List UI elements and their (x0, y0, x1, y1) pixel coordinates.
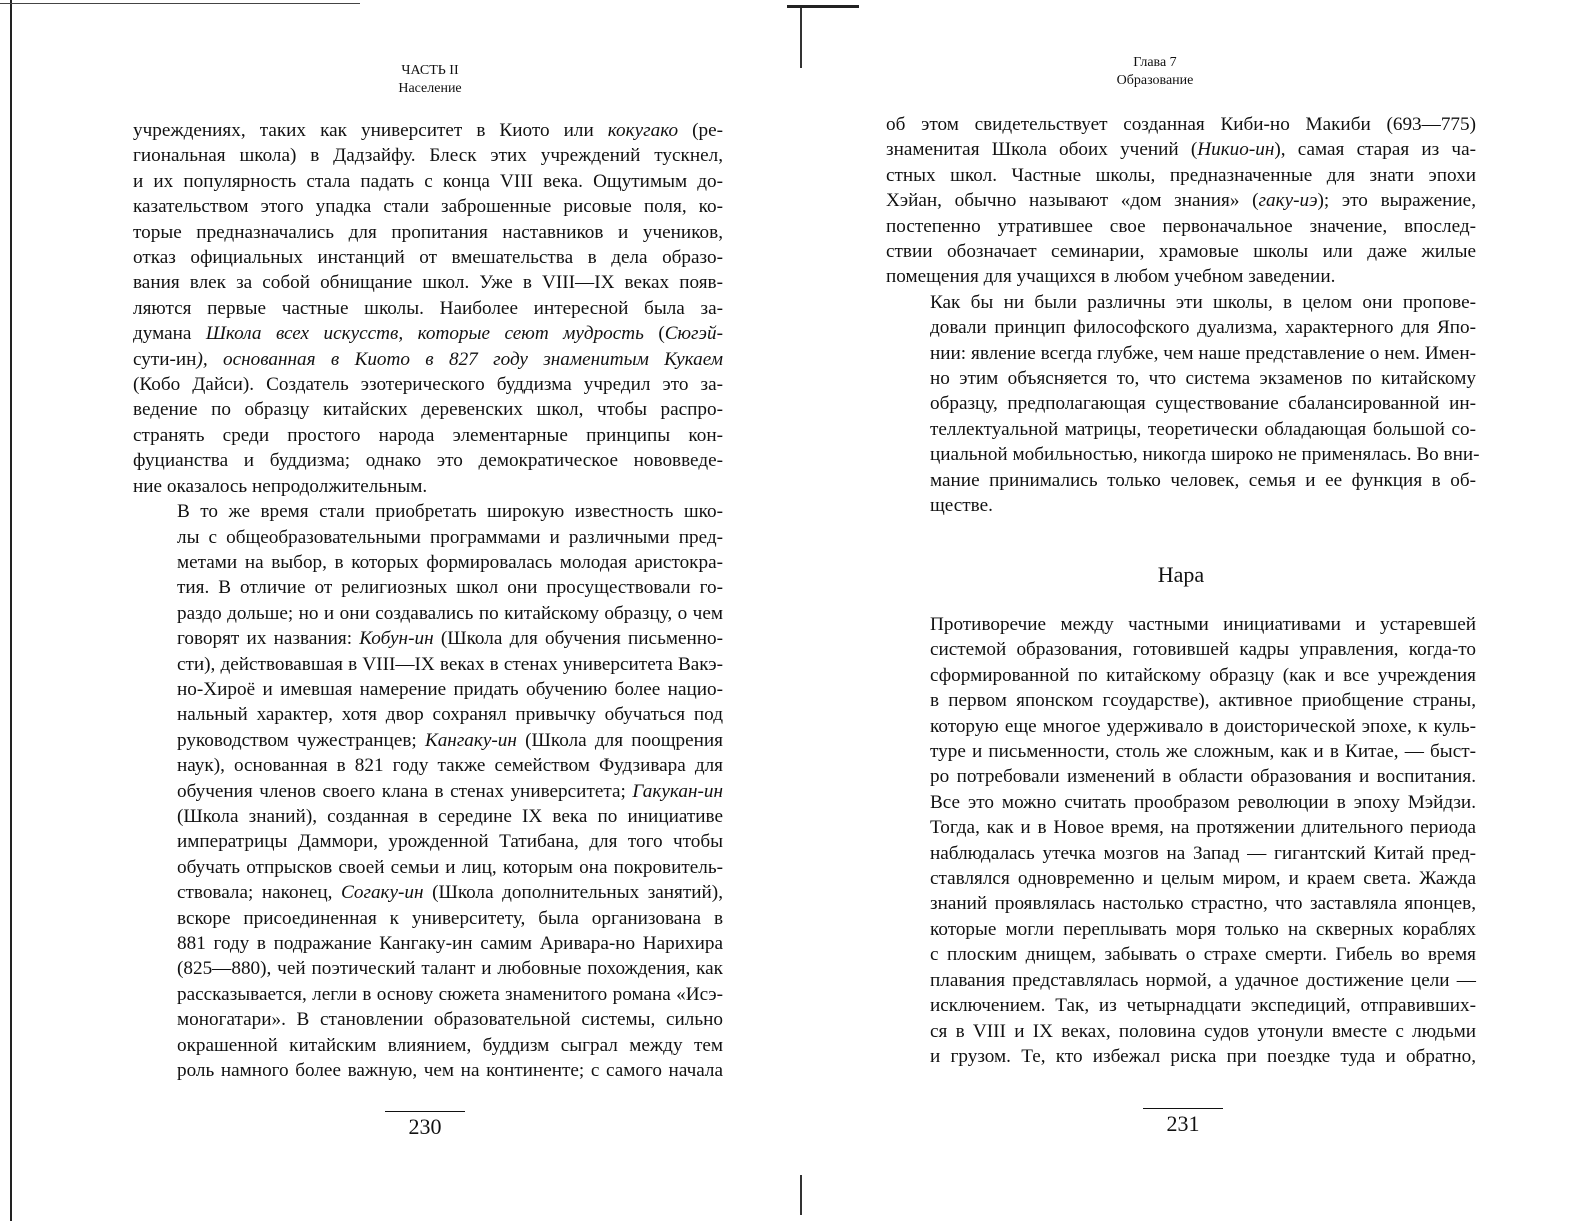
text-line: но этим объясняется то, что система экзаменов по китайскому (930, 368, 1476, 390)
text-line: образцу, предполагающая существование сбалансированной ин- (930, 393, 1476, 415)
text-line: плавания представлялась нормой, а удачное достижение цели — (930, 969, 1476, 991)
text-line: ствии обозначает семинарии, храмовые школы или даже жилые (886, 241, 1476, 263)
paragraph (886, 112, 1476, 290)
text-line: нальный характер, хотя двор сохранял привычку обучаться под (177, 704, 723, 726)
text-line: окрашенной китайским влиянием, буддизм сыграл между тем (177, 1034, 723, 1056)
text-line: ся в VIII и IX веках, половина судов утонули вместе с людьми (930, 1020, 1476, 1042)
text-line: императрицы Даммори, урожденной Татибана, для того чтобы (177, 831, 723, 853)
running-head-title: Образование (1116, 73, 1194, 88)
text-line: думана Школа всех искусств, которые сеют мудрость (Сюгэй- (133, 323, 723, 345)
paragraph (886, 290, 1480, 519)
text-line: гиональная школа) в Дадзайфу. Блеск этих учреждений тускнел, (133, 145, 723, 167)
text-line: туре и письменности, столь же сложным, как и в Китае, — быст- (930, 741, 1476, 763)
text-line: моногатари». В становлении образовательной системы, сильно (177, 1009, 723, 1031)
text-line: ляются первые частные школы. Наиболее интересной была за- (133, 297, 723, 319)
right-page-section-body (886, 612, 1476, 1069)
text-line: с плоским днищем, забывать о страхе смерти. Гибель во время (930, 944, 1476, 966)
text-line: обучения членов своего клана в стенах университета; Гакукан-ин (177, 780, 723, 802)
text-line: (Школа знаний), созданная в середине IX века по инициативе (177, 805, 723, 827)
running-head-right (1055, 54, 1255, 90)
text-line: знаний проявлялась настолько страстно, что заставляла японцев, (930, 893, 1476, 915)
text-line: (825—880), чей поэтический талант и любовные похождения, как (177, 958, 723, 980)
running-head-part: ЧАСТЬ II (401, 63, 459, 78)
text-line: ро потребовали изменений в области образования и воспитания. (930, 766, 1476, 788)
running-head-left (330, 62, 530, 98)
text-line: метами на выбор, в которых формировалась молодая аристокра- (177, 551, 723, 573)
text-line: системой образования, готовившей кадры управления, когда-то (930, 639, 1476, 661)
text-line: нии: явление всегда глубже, чем наше представление о нем. Имен- (930, 342, 1476, 364)
text-line: роль намного более важную, чем на континенте; с самого начала (177, 1060, 723, 1082)
text-line: Противоречие между частными инициативами и устаревшей (930, 614, 1476, 635)
text-line: 881 году в подражание Кангаку-ин самим Аривара-но Нарихира (177, 933, 723, 954)
text-line: довали принцип философского дуализма, характерного для Япо- (930, 317, 1476, 339)
text-line: лы с общеобразовательными программами и различными пред- (177, 526, 723, 548)
running-head-title: Население (398, 81, 462, 96)
text-line: исключением. Так, из четырнадцати экспедиций, отправивших- (930, 995, 1476, 1017)
page-number-right: 231 (1143, 1108, 1223, 1137)
left-page-body (133, 118, 723, 1083)
text-line: постепенно утратившее свое первоначальное значение, впослед- (886, 215, 1476, 237)
paragraph (886, 612, 1476, 1069)
text-line: которую еще многое удерживало в доисторической эпохе, к куль- (930, 715, 1476, 737)
text-line: сути-ин), основанная в Киото в 827 году знаменитым Кукаем (133, 348, 723, 370)
text-line: наблюдалась утечка мозгов на Запад — гигантский Китай пред- (930, 842, 1476, 864)
text-line: об этом свидетельствует созданная Киби-но Макиби (693—775) (886, 114, 1476, 135)
text-line: ставлялся одновременно и целым миром, и краем света. Жажда (930, 868, 1476, 890)
gutter-line-bottom (800, 1175, 802, 1215)
text-line: ствовала; наконец, Согаку-ин (Школа дополнительных занятий), (177, 882, 723, 904)
text-line: обучать отпрысков своей семьи и лиц, которым она покровитель- (177, 856, 723, 878)
text-line: казательством этого упадка стали заброшенные рисовые поля, ко- (133, 196, 723, 218)
page-number-left: 230 (385, 1111, 465, 1140)
text-line: стных школ. Частные школы, предназначенные для знати эпохи (886, 164, 1476, 186)
text-line: тия. В отличие от религиозных школ они просуществовали го- (177, 577, 723, 599)
text-line: (Кобо Дайси). Создатель эзотерического буддизма учредил это за- (133, 374, 723, 396)
text-line: в первом японском гсоударстве), активное приобщение страны, (930, 690, 1476, 712)
text-line: рассказывается, легли в основу сюжета знаменитого романа «Исэ- (177, 983, 723, 1005)
text-line: В то же время стали приобретать широкую известность шко- (177, 501, 723, 523)
text-line: торые предназначались для пропитания наставников и учеников, (133, 221, 723, 243)
text-line: теллектуальной матрицы, теоретически обладающая большой со- (930, 418, 1476, 440)
text-line: вания влек за собой обнищание школ. Уже в VIII—IX веках появ- (133, 272, 723, 294)
text-line: знаменитая Школа обоих учений (Никио-ин), самая старая из ча- (886, 139, 1476, 161)
running-head-chapter: Глава 7 (1133, 55, 1177, 70)
paragraph (133, 118, 723, 499)
text-line: мание принимались только человек, семья и ее функция в об- (930, 469, 1476, 491)
text-line: Тогда, как и в Новое время, на протяжении длительного периода (930, 817, 1476, 839)
paragraph (133, 499, 723, 1083)
text-line: учреждениях, таких как университет в Киото или кокугако (ре- (133, 120, 723, 141)
text-line: ведение по образцу китайских деревенских школ, чтобы распро- (133, 399, 723, 421)
text-line: сформированной по китайскому образцу (как и все учреждения (930, 664, 1476, 686)
text-line: циальной мобильностью, никогда широко не применялась. Во вни- (930, 444, 1480, 466)
right-page (810, 0, 1569, 1221)
text-line: наук), основанная в 821 году также семейством Фудзивара для (177, 755, 723, 777)
text-line: ние оказалось непродолжительным. (133, 475, 428, 497)
text-line: отказ официальных инстанций от вмешательства в дела образо- (133, 247, 723, 269)
text-line: говорят их названия: Кобун-ин (Школа для обучения письменно- (177, 628, 723, 650)
text-line: Хэйан, обычно называют «дом знания» (гаку-иэ); это выражение, (886, 190, 1476, 212)
text-line: Как бы ни были различны эти школы, в целом они пропове- (930, 291, 1476, 313)
right-page-body (886, 112, 1480, 519)
text-line: руководством чужестранцев; Кангаку-ин (Школа для поощрения (177, 729, 723, 751)
text-line: вскоре присоединенная к университету, была организована в (177, 907, 723, 929)
text-line: фуцианства и буддизма; однако это демократическое нововведе- (133, 450, 723, 472)
text-line: сти), действовавшая в VIII—IX веках в стенах университета Вакэ- (177, 653, 723, 675)
text-line: и грузом. Те, кто избежал риска при поездке туда и обратно, (930, 1045, 1476, 1067)
text-line: раздо дольше; но и они создавались по китайскому образцу, о чем (177, 602, 723, 624)
text-line: ществе. (930, 495, 993, 517)
gutter-line-top (800, 8, 802, 68)
text-line: помещения для учащихся в любом учебном заведении. (886, 266, 1336, 288)
text-line: Все это можно считать прообразом революции в эпоху Мэйдзи. (930, 791, 1476, 813)
text-line: странять среди простого народа элементарные принципы кон- (133, 424, 723, 446)
text-line: но-Хироё и имевшая намерение придать обучению более нацио- (177, 678, 723, 700)
section-heading: Нара (1157, 562, 1205, 587)
text-line: и их популярность стала падать с конца VIII века. Ощутимым до- (133, 170, 723, 192)
text-line: которые могли переплывать моря только на скверных кораблях (930, 918, 1476, 940)
